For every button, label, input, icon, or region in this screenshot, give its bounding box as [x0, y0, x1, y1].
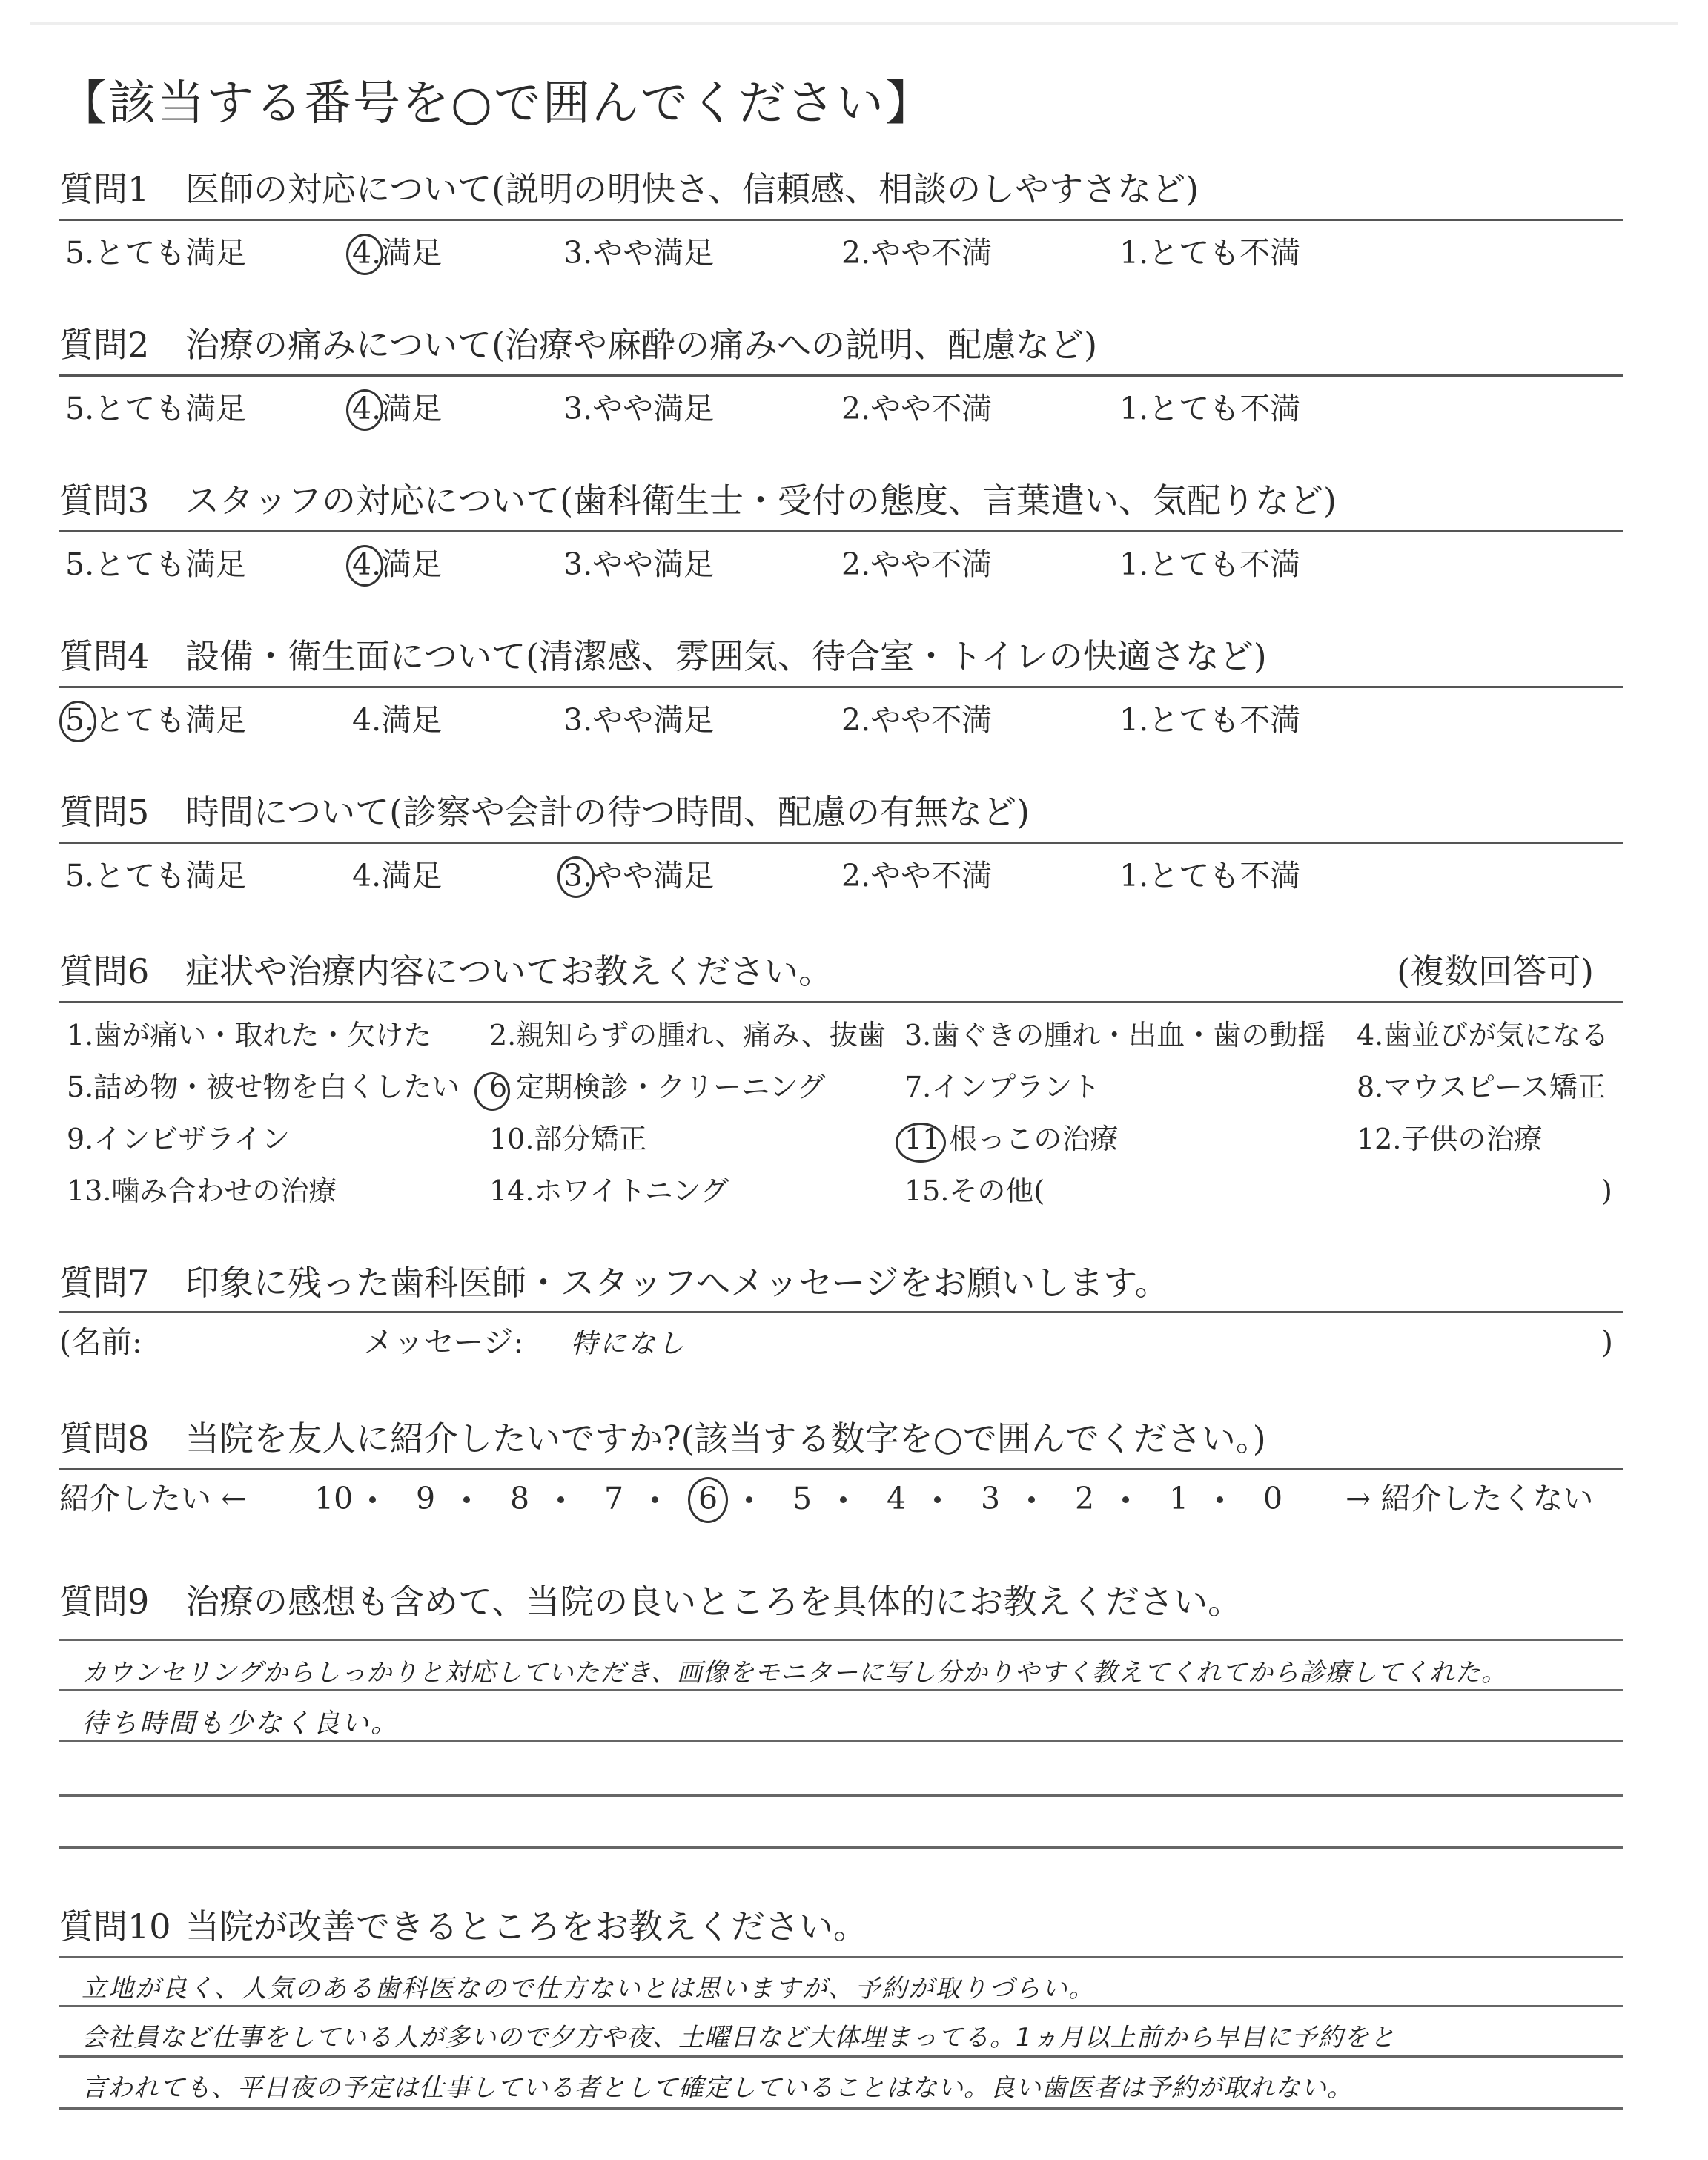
q3-option[interactable]: 3.やや満足 [563, 546, 715, 582]
q6-note: (複数回答可) [1397, 951, 1594, 991]
q2-number: 質問2 [59, 325, 150, 365]
q8-selection-circle [688, 1477, 728, 1523]
q9-answer-line-2: 待ち時間も少なく良い。 [82, 1708, 400, 1739]
q2-option[interactable]: 4.満足 [352, 391, 443, 426]
q1-rule [59, 219, 1623, 221]
q8-scale-dot [1122, 1496, 1129, 1503]
q1-option[interactable]: 5.とても満足 [65, 235, 247, 271]
q4-rule [59, 686, 1623, 688]
q6-option[interactable]: 7.インプラント [904, 1071, 1101, 1103]
q4-number: 質問4 [59, 636, 150, 676]
q6-header [59, 949, 1623, 994]
q4-option[interactable]: 4.満足 [352, 702, 443, 738]
q6-option[interactable]: 5.詰め物・被せ物を白くしたい [67, 1071, 460, 1103]
q1-option[interactable]: 1.とても不満 [1119, 235, 1301, 271]
q4-option[interactable]: 5.とても満足 [65, 702, 247, 738]
q4-header [59, 634, 1623, 678]
q6-option[interactable]: 1.歯が痛い・取れた・欠けた [67, 1019, 432, 1051]
q6-rule [59, 1001, 1623, 1003]
q9-rule-1 [59, 1689, 1623, 1691]
q2-option[interactable]: 1.とても不満 [1119, 391, 1301, 426]
q5-number: 質問5 [59, 792, 150, 832]
q4-selection-circle [59, 701, 96, 742]
q4-text: 設備・衛生面について(清潔感、雰囲気、待合室・トイレの快適さなど) [185, 636, 1267, 676]
q5-text: 時間について(診察や会計の待つ時間、配慮の有無など) [185, 792, 1030, 832]
q1-selection-circle [346, 234, 383, 275]
q7-text: 印象に残った歯科医師・スタッフへメッセージをお願いします。 [185, 1263, 1169, 1303]
q1-header [59, 167, 1623, 211]
q8-left-label: 紹介したい ← [59, 1481, 247, 1516]
q3-selection-circle [346, 545, 383, 587]
q7-header [59, 1261, 1623, 1305]
q2-option[interactable]: 5.とても満足 [65, 391, 247, 426]
q6-option[interactable]: 8.マウスピース矯正 [1357, 1071, 1606, 1103]
q8-scale-number[interactable]: 7 [604, 1481, 624, 1516]
q8-scale-dot [369, 1496, 376, 1503]
q1-option[interactable]: 2.やや不満 [841, 235, 993, 271]
q8-scale-number[interactable]: 9 [416, 1481, 436, 1516]
q9-rule-3 [59, 1794, 1623, 1797]
q6-selection-circle [474, 1072, 510, 1111]
q8-scale-dot [746, 1496, 752, 1503]
q1-option[interactable]: 3.やや満足 [563, 235, 715, 271]
q7-message-label: メッセージ: [363, 1324, 524, 1360]
q6-other-close-paren: ) [1601, 1175, 1612, 1207]
q6-option[interactable]: 12.子供の治療 [1357, 1123, 1543, 1155]
q3-option[interactable]: 5.とても満足 [65, 546, 247, 582]
scan-edge-line [30, 22, 1678, 25]
q3-text: スタッフの対応について(歯科衛生士・受付の態度、言葉遣い、気配りなど) [185, 480, 1337, 521]
q6-option[interactable]: 14.ホワイトニング [489, 1175, 729, 1207]
q8-scale-number[interactable]: 8 [510, 1481, 530, 1516]
q9-header [59, 1579, 1623, 1624]
q9-number: 質問9 [59, 1582, 150, 1622]
q6-option[interactable]: 11 根っこの治療 [904, 1123, 1119, 1155]
q6-option[interactable]: 2.親知らずの腫れ、痛み、抜歯 [489, 1019, 886, 1051]
q7-close-paren: ) [1601, 1324, 1613, 1360]
q2-header [59, 323, 1623, 367]
q5-option[interactable]: 2.やや不満 [841, 858, 993, 894]
q1-text: 医師の対応について(説明の明快さ、信頼感、相談のしやすさなど) [185, 169, 1199, 209]
q6-option[interactable]: 10.部分矯正 [489, 1123, 647, 1155]
q5-selection-circle [557, 856, 595, 898]
q6-text: 症状や治療内容についてお教えください。 [185, 951, 833, 991]
q4-option[interactable]: 3.やや満足 [563, 702, 715, 738]
q2-option[interactable]: 3.やや満足 [563, 391, 715, 426]
q4-option[interactable]: 2.やや不満 [841, 702, 993, 738]
form-title: 【該当する番号を○で囲んでください】 [59, 76, 934, 131]
q9-answer-line-1: カウンセリングからしっかりと対応していただき、画像をモニターに写し分かりやすく教えてくれてから診療してくれた。 [82, 1658, 1507, 1688]
q2-rule [59, 374, 1623, 377]
q8-right-label: → 紹介したくない [1345, 1481, 1594, 1516]
q10-rule-1 [59, 2005, 1623, 2007]
q10-answer-line-1: 立地が良く、人気のある歯科医なので仕方ないとは思いますが、予約が取りづらい。 [82, 1974, 1096, 2004]
q5-rule [59, 842, 1623, 844]
q10-answer-line-2: 会社員など仕事をしている人が多いので夕方や夜、土曜日など大体埋まってる。1ヵ月以上前から早目に予約をと [82, 2023, 1396, 2052]
q3-option[interactable]: 2.やや不満 [841, 546, 993, 582]
q10-rule-top [59, 1956, 1623, 1958]
q8-scale-number[interactable]: 2 [1075, 1481, 1095, 1516]
q8-number: 質問8 [59, 1418, 150, 1459]
q7-number: 質問7 [59, 1263, 150, 1303]
q7-message-answer: 特になし [571, 1329, 687, 1359]
q9-rule-4 [59, 1846, 1623, 1849]
q8-header [59, 1416, 1623, 1461]
q5-option[interactable]: 5.とても満足 [65, 858, 247, 894]
q8-scale-number[interactable]: 10 [314, 1481, 354, 1516]
q8-scale-dot [934, 1496, 941, 1503]
q2-option[interactable]: 2.やや不満 [841, 391, 993, 426]
q10-text: 当院が改善できるところをお教えください。 [185, 1906, 867, 1946]
q10-header [59, 1904, 1623, 1949]
q6-option[interactable]: 6 定期検診・クリーニング [489, 1071, 826, 1103]
q3-number: 質問3 [59, 480, 150, 521]
q5-header [59, 790, 1623, 834]
q5-option[interactable]: 3.やや満足 [563, 858, 715, 894]
q2-selection-circle [346, 389, 383, 431]
q9-rule-2 [59, 1740, 1623, 1742]
q7-name-label: (名前: [59, 1324, 142, 1360]
q8-scale-number[interactable]: 4 [887, 1481, 907, 1516]
q6-option[interactable]: 9.インビザライン [67, 1123, 291, 1155]
q3-header [59, 478, 1623, 523]
q6-selection-circle [896, 1123, 946, 1163]
q8-scale-number[interactable]: 6 [698, 1481, 718, 1516]
q6-number: 質問6 [59, 951, 150, 991]
q8-scale-number[interactable]: 0 [1263, 1481, 1283, 1516]
q6-option[interactable]: 4.歯並びが気になる [1357, 1019, 1609, 1051]
q8-scale-dot [463, 1496, 470, 1503]
q9-rule-top [59, 1639, 1623, 1641]
q6-option[interactable]: 13.噛み合わせの治療 [67, 1175, 337, 1207]
q8-scale-dot [652, 1496, 658, 1503]
q5-option[interactable]: 1.とても不満 [1119, 858, 1301, 894]
q8-scale-number[interactable]: 5 [792, 1481, 812, 1516]
q3-option[interactable]: 1.とても不満 [1119, 546, 1301, 582]
q7-rule [59, 1311, 1623, 1313]
q8-rule [59, 1468, 1623, 1470]
q8-scale-dot [1217, 1496, 1223, 1503]
q3-rule [59, 530, 1623, 532]
q3-option[interactable]: 4.満足 [352, 546, 443, 582]
q8-scale-number[interactable]: 1 [1169, 1481, 1189, 1516]
q10-answer-line-3: 言われても、平日夜の予定は仕事している者として確定していることはない。良い歯医者は予約が取れない。 [82, 2073, 1353, 2103]
q6-option[interactable]: 3.歯ぐきの腫れ・出血・歯の動揺 [904, 1019, 1326, 1051]
q8-scale-number[interactable]: 3 [981, 1481, 1001, 1516]
q10-rule-3 [59, 2107, 1623, 2110]
q10-rule-2 [59, 2055, 1623, 2058]
q8-scale-dot [557, 1496, 564, 1503]
q5-option[interactable]: 4.満足 [352, 858, 443, 894]
q9-text: 治療の感想も含めて、当院の良いところを具体的にお教えください。 [185, 1582, 1242, 1622]
q4-option[interactable]: 1.とても不満 [1119, 702, 1301, 738]
q6-option[interactable]: 15.その他( [904, 1175, 1045, 1207]
q8-scale-dot [840, 1496, 847, 1503]
q10-number: 質問10 [59, 1906, 171, 1946]
q8-text: 当院を友人に紹介したいですか?(該当する数字を○で囲んでください。) [185, 1418, 1266, 1459]
q1-option[interactable]: 4.満足 [352, 235, 443, 271]
q2-text: 治療の痛みについて(治療や麻酔の痛みへの説明、配慮など) [185, 325, 1098, 365]
q1-number: 質問1 [59, 169, 150, 209]
q8-scale-dot [1028, 1496, 1035, 1503]
